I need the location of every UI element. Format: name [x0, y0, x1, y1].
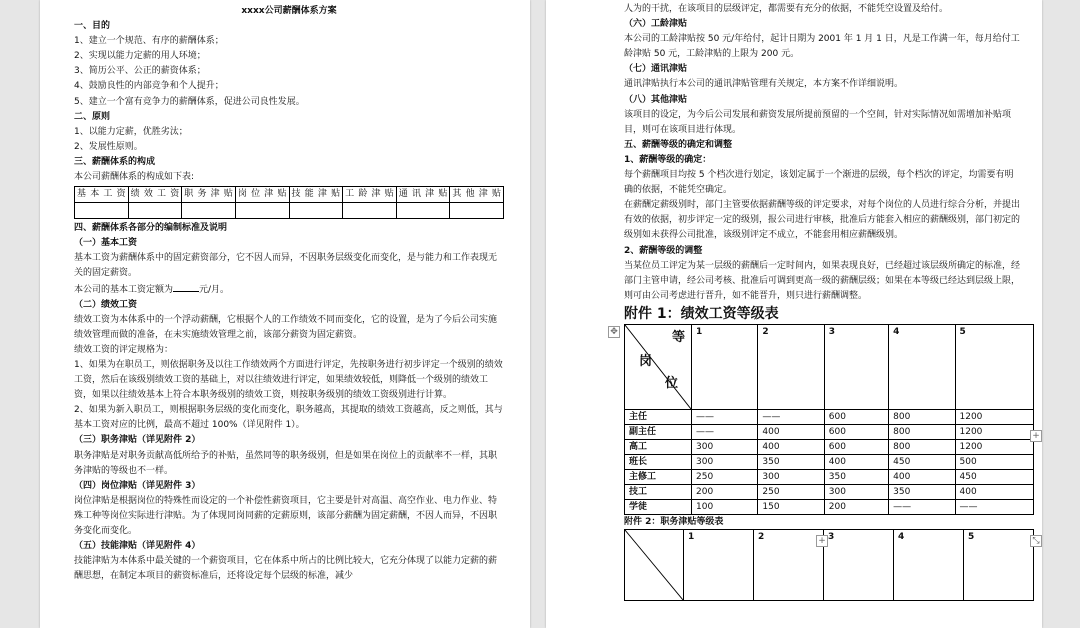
table-cell: 100 — [692, 499, 758, 514]
level-header: 1 — [684, 529, 754, 600]
table-cell: 400 — [889, 469, 955, 484]
empty-cell — [289, 203, 343, 219]
paragraph: 每个薪酬项目均按 5 个档次进行划定，该划定属于一个渐进的层级，每个档次的评定，均需要有明确的依据，不能凭空确定。 — [624, 170, 1014, 196]
paragraph: 通讯津贴执行本公司的通讯津贴管理有关规定，本方案不作详细说明。 — [624, 79, 904, 90]
principle-item: 1、以能力定薪，优胜劣汰； — [74, 126, 188, 137]
paragraph: 1、如果为在职员工，则依据职务及以往工作绩效两个方面进行评定，先按职务进行初步评定一个级别的绩效工资，然后在该级别绩效工资的基础上，对以往绩效进行评定，如果绩效较低，则降低一个级别的绩效工资，如果以往绩效基本上符合本职务级别的绩效工资，则按职务级别的绩效工资级别进行计算。 — [74, 359, 503, 401]
table-cell: 300 — [692, 454, 758, 469]
table-cell: 600 — [824, 439, 888, 454]
paragraph: 本公司的工龄津贴按 50 元/年给付，起计日期为 2001 年 1 月 1 日，凡是工作满一年，每月给付工龄津贴 50 元，工龄津贴的上限为 200 元。 — [624, 34, 1020, 60]
table-row — [625, 484, 1034, 499]
table-resize-handle[interactable]: ⤡ — [1030, 535, 1042, 547]
composition-cell: 职务津贴 — [182, 187, 236, 203]
table-row — [625, 469, 1034, 484]
table-row — [625, 409, 1034, 424]
add-column-handle[interactable]: + — [1030, 430, 1042, 442]
document-page-left — [40, 0, 530, 628]
table-cell: 400 — [758, 439, 824, 454]
table-cell: 250 — [692, 469, 758, 484]
diagonal-line — [625, 530, 683, 600]
paragraph: 技能津贴为本体系中最关键的一个薪资项目，它在体系中所占的比例比较大，它充分体现了以能力定薪的薪酬思想，在制定本项目的薪资标准后，还将设定每个层级的标准，减少 — [74, 556, 498, 582]
table-cell: 400 — [758, 424, 824, 439]
paragraph: 2、如果为新入职员工，则根据职务层级的变化而变化，职务越高，其提取的绩效工资越高，反之则低，其与基本工资对应的比例，最高不超过 100%（详见附件 1）。 — [74, 405, 503, 431]
subheading-communication-allowance: （七）通讯津贴 — [624, 64, 688, 75]
page-right-content — [624, 2, 1022, 601]
add-row-handle[interactable]: + — [816, 535, 828, 547]
empty-cell — [235, 203, 289, 219]
table-cell: 450 — [955, 469, 1034, 484]
composition-cell: 工龄津贴 — [343, 187, 397, 203]
goal-item: 5、建立一个富有竞争力的薪酬体系，促进公司良性发展。 — [74, 96, 305, 107]
table-cell: 400 — [955, 484, 1034, 499]
grade-corner-cell — [625, 324, 692, 409]
document-page-right — [546, 0, 1042, 628]
composition-cell: 岗位津贴 — [235, 187, 289, 203]
paragraph: 岗位津贴是根据岗位的特殊性而设定的一个补偿性薪资项目，它主要是针对高温、高空作业、电力作业、特殊工种等岗位实际进行津贴。为了体现同岗同薪的定薪原则，该部分薪酬为固定薪酬，不因人而异，不因职务变化而变化。 — [74, 495, 498, 536]
row-header: 班长 — [625, 454, 692, 469]
composition-cell: 基本工资 — [75, 187, 129, 203]
table-cell: 250 — [758, 484, 824, 499]
principle-item: 2、发展性原则。 — [74, 141, 143, 152]
level-header: 5 — [955, 324, 1034, 409]
row-header: 学徒 — [625, 499, 692, 514]
empty-cell — [128, 203, 182, 219]
grade-header-row — [625, 324, 1034, 409]
attachment-2-title: 附件 2：职务津贴等级表 — [624, 516, 724, 527]
table-cell: 400 — [824, 454, 888, 469]
table-cell: —— — [692, 424, 758, 439]
table-cell: 350 — [824, 469, 888, 484]
table-cell: —— — [955, 499, 1034, 514]
paragraph: 该项目的设定，为今后公司发展和薪资发展所提前预留的一个空间，针对实际情况如需增加补贴项目，则可在该项目进行体现。 — [624, 109, 1012, 135]
row-header: 副主任 — [625, 424, 692, 439]
table-move-handle[interactable]: ✥ — [608, 326, 620, 338]
paragraph: 基本工资为薪酬体系中的固定薪资部分，它不因人而异，不因职务层级变化而变化，是与能力和工作表现无关的固定薪资。 — [74, 253, 498, 279]
subheading-seniority-allowance: （六）工龄津贴 — [624, 19, 688, 30]
section-heading-standards: 四、薪酬体系各部分的编制标准及说明 — [74, 223, 228, 234]
page-left-content — [74, 4, 504, 584]
composition-intro: 本公司薪酬体系的构成如下表: — [74, 172, 195, 183]
table-cell: 350 — [889, 484, 955, 499]
level-header: 4 — [889, 324, 955, 409]
empty-cell — [343, 203, 397, 219]
table-cell: —— — [758, 409, 824, 424]
table-cell: 200 — [692, 484, 758, 499]
section-heading-grades: 五、薪酬等级的确定和调整 — [624, 139, 733, 150]
table-cell: 150 — [758, 499, 824, 514]
document-title: xxxx公司薪酬体系方案 — [241, 6, 337, 16]
level-header: 3 — [824, 529, 894, 600]
section-heading-purpose: 一、目的 — [74, 21, 111, 32]
level-header: 4 — [894, 529, 964, 600]
composition-cell: 其他津贴 — [450, 187, 504, 203]
row-header: 主任 — [625, 409, 692, 424]
section-heading-principles: 二、原则 — [74, 111, 111, 122]
table-cell: 200 — [824, 499, 888, 514]
base-salary-amount-line — [74, 282, 504, 298]
subheading-post-allowance: （四）岗位津贴（详见附件 3） — [74, 480, 201, 491]
subheading-skill-allowance: （五）技能津贴（详见附件 4） — [74, 541, 201, 552]
empty-cell — [450, 203, 504, 219]
table-cell: 300 — [758, 469, 824, 484]
level-header: 2 — [758, 324, 824, 409]
amount-suffix: 元/月。 — [199, 284, 230, 295]
table-row — [625, 499, 1034, 514]
table-cell: 800 — [889, 439, 955, 454]
table-row — [625, 424, 1034, 439]
table-cell: 800 — [889, 409, 955, 424]
table-cell: 600 — [824, 409, 888, 424]
composition-table — [74, 186, 504, 219]
table-cell: —— — [692, 409, 758, 424]
paragraph: 绩效工资为本体系中的一个浮动薪酬，它根据个人的工作绩效不同而变化，它的设置，是为了今后公司实施绩效管理而做的准备，在未实施绩效管理之前，该部分薪资为固定薪资。 — [74, 314, 498, 340]
empty-cell — [396, 203, 450, 219]
empty-cell — [75, 203, 129, 219]
goal-item: 4、鼓励良性的内部竞争和个人提升； — [74, 81, 224, 92]
paragraph: 当某位员工评定为某一层级的薪酬后一定时间内，如果表现良好，已经超过该层级所确定的标准，经部门主管申请，经公司考核、批准后可调到更高一级的薪酬层级；如果在本等级已经达到层级上限，则可由公司考虑进行晋升，如不能晋升，则只进行薪酬调整。 — [624, 260, 1021, 301]
subheading-grade-adjustment: 2、薪酬等级的调整 — [624, 245, 703, 256]
goal-item: 2、实现以能力定薪的用人环境； — [74, 51, 206, 62]
subheading-base-salary: （一）基本工资 — [74, 238, 138, 249]
paragraph: 人为的干扰，在该项目的层级评定，都需要有充分的依据，不能凭空设置及给付。 — [624, 4, 949, 14]
subheading-other-allowance: （八）其他津贴 — [624, 94, 688, 105]
goal-item: 1、建立一个规范、有序的薪酬体系； — [74, 36, 224, 47]
level-header: 5 — [964, 529, 1034, 600]
performance-grade-table — [624, 324, 1034, 515]
table-cell: 1200 — [955, 409, 1034, 424]
row-header: 主修工 — [625, 469, 692, 484]
level-header: 2 — [754, 529, 824, 600]
table-cell: 500 — [955, 454, 1034, 469]
empty-cell — [182, 203, 236, 219]
corner-label-post-2: 位 — [665, 375, 679, 391]
composition-header-row — [75, 187, 504, 203]
table-cell: 1200 — [955, 439, 1034, 454]
composition-cell: 绩效工资 — [128, 187, 182, 203]
table-cell: 800 — [889, 424, 955, 439]
subheading-position-allowance: （三）职务津贴（详见附件 2） — [74, 435, 201, 446]
grade-header-row — [625, 529, 1034, 600]
table-cell: 450 — [889, 454, 955, 469]
table-cell: 1200 — [955, 424, 1034, 439]
level-header: 3 — [824, 324, 888, 409]
row-header: 技工 — [625, 484, 692, 499]
corner-label-grade: 等 — [671, 329, 685, 345]
amount-prefix: 本公司的基本工资定额为 — [74, 284, 174, 295]
table-row — [625, 454, 1034, 469]
table-cell: 300 — [824, 484, 888, 499]
composition-empty-row — [75, 203, 504, 219]
table-cell: —— — [889, 499, 955, 514]
subheading-grade-determination: 1、薪酬等级的确定： — [624, 154, 712, 165]
table-cell: 350 — [758, 454, 824, 469]
row-header: 高工 — [625, 439, 692, 454]
table-row — [625, 439, 1034, 454]
table-cell: 300 — [692, 439, 758, 454]
corner-label-post-1: 岗 — [639, 353, 653, 369]
paragraph: 在薪酬定薪级别时，部门主管要依据薪酬等级的评定要求，对每个岗位的人员进行综合分析，并提出有效的依据，初步评定一定的级别，报公司进行审核，批准后方能套入相应的薪酬级别，部门初定的级别如未获得公司批准，该级别评定不成立，不能套用相应薪酬级别。 — [624, 200, 1021, 241]
table-cell: 600 — [824, 424, 888, 439]
level-header: 1 — [692, 324, 758, 409]
goal-item: 3、简历公平、公正的薪资体系； — [74, 66, 206, 77]
paragraph: 职务津贴是对职务贡献高低所给予的补贴，虽然同等的职务级别，但是如果在岗位上的贡献率不一样，其职务津贴的等级也不一样。 — [74, 450, 498, 476]
amount-blank — [173, 282, 199, 292]
composition-cell: 技能津贴 — [289, 187, 343, 203]
position-allowance-table — [624, 529, 1034, 601]
subheading-performance: （二）绩效工资 — [74, 299, 138, 310]
grade-corner-cell — [625, 529, 684, 600]
section-heading-composition: 三、薪酬体系的构成 — [74, 156, 156, 167]
paragraph: 绩效工资的评定规格为： — [74, 344, 174, 355]
attachment-1-title: 附件 1：绩效工资等级表 — [624, 305, 779, 322]
composition-cell: 通讯津贴 — [396, 187, 450, 203]
